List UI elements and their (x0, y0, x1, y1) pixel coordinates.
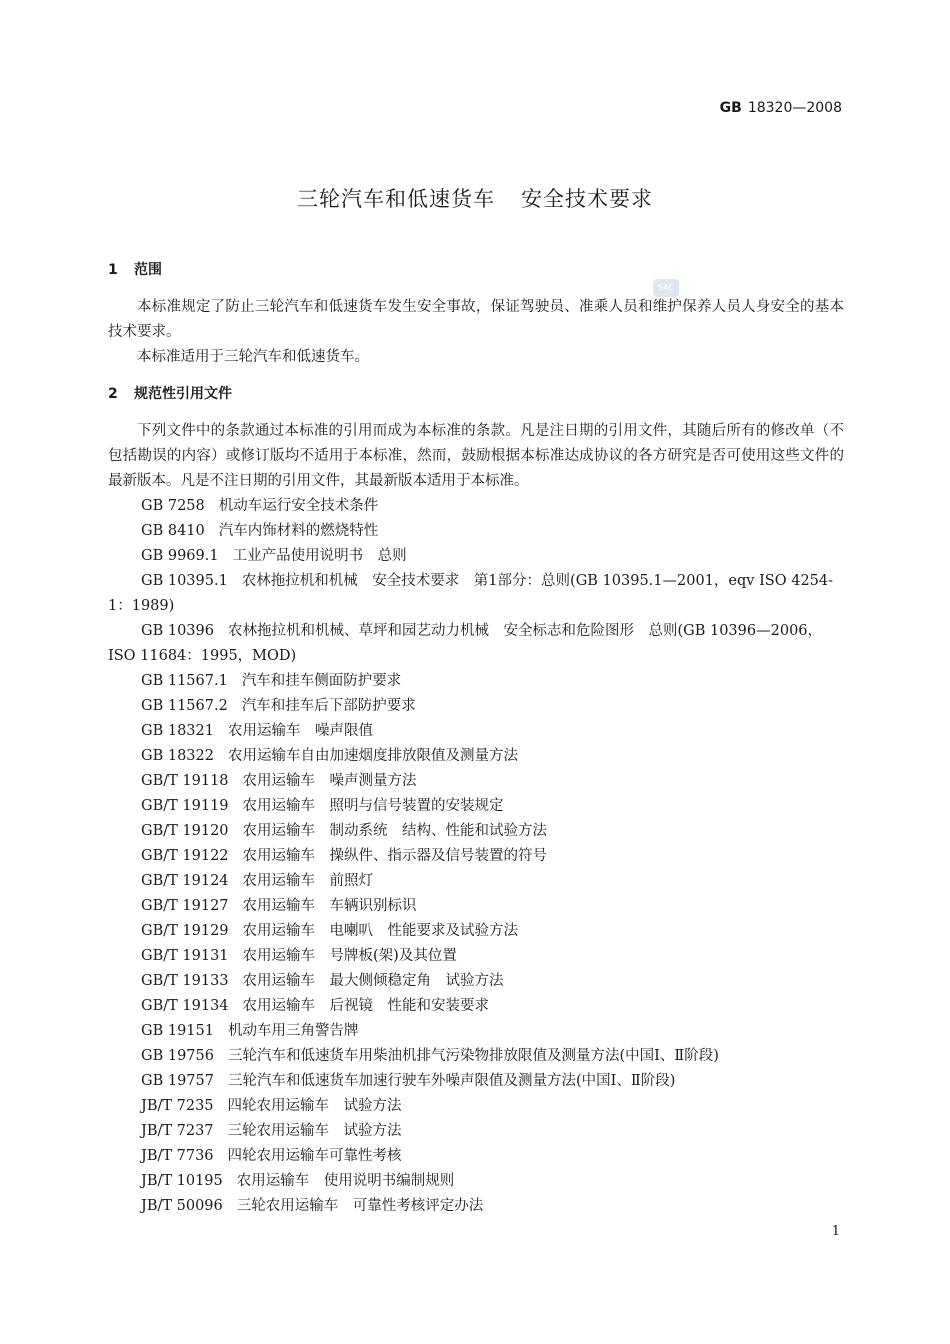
reference-item (108, 794, 844, 819)
reference-title: 汽车和挂车后下部防护要求 (241, 698, 416, 714)
reference-title: 汽车和挂车侧面防护要求 (241, 673, 402, 689)
reference-title: 工业产品使用说明书 总则 (232, 548, 407, 564)
reference-title: 农用运输车 前照灯 (242, 873, 374, 889)
reference-code: GB/T 19133 (141, 973, 229, 989)
reference-item (108, 844, 844, 869)
reference-code: GB 19151 (141, 1023, 214, 1039)
reference-code: GB 18322 (141, 748, 214, 764)
reference-code: GB/T 19127 (141, 898, 229, 914)
reference-code: GB/T 19118 (141, 773, 229, 789)
document-body (108, 258, 844, 1219)
reference-title: 农用运输车 后视镜 性能和安装要求 (242, 998, 490, 1014)
reference-title: 农用运输车 电喇叭 性能要求及试验方法 (242, 923, 519, 939)
reference-title: 农用运输车 噪声限值 (227, 723, 373, 739)
reference-title: 农用运输车 使用说明书编制规则 (236, 1173, 455, 1189)
reference-title: 三轮农用运输车 可靠性考核评定办法 (236, 1198, 484, 1214)
watermark-logo: SAC (653, 279, 679, 297)
paragraph: 本标准规定了防止三轮汽车和低速货车发生安全事故，保证驾驶员、准乘人员和维护保养人员人身安全的基本技术要求。 (108, 299, 844, 340)
reference-item (108, 719, 844, 744)
reference-title: 汽车内饰材料的燃烧特性 (218, 523, 379, 539)
reference-title: 农用运输车 号牌板(架)及其位置 (242, 948, 457, 964)
reference-code: GB 11567.2 (141, 698, 228, 714)
reference-code: GB 9969.1 (141, 548, 219, 564)
reference-item (108, 494, 844, 519)
reference-item (108, 869, 844, 894)
reference-item (108, 1194, 844, 1219)
section-number: 1 (108, 262, 118, 278)
reference-item (108, 1119, 844, 1144)
reference-item (108, 994, 844, 1019)
reference-item (108, 1019, 844, 1044)
title-part-1: 三轮汽车和低速货车 (297, 187, 495, 211)
reference-item (108, 1069, 844, 1094)
reference-item (108, 544, 844, 569)
reference-item (108, 819, 844, 844)
reference-title: 农用运输车自由加速烟度排放限值及测量方法 (227, 748, 518, 764)
reference-code: GB/T 19124 (141, 873, 229, 889)
reference-title: 农用运输车 最大侧倾稳定角 试验方法 (242, 973, 504, 989)
reference-code: GB/T 19134 (141, 998, 229, 1014)
reference-item (108, 944, 844, 969)
reference-code: GB/T 19120 (141, 823, 229, 839)
paragraph: 下列文件中的条款通过本标准的引用而成为本标准的条款。凡是注日期的引用文件，其随后所有的修改单（不包括勘误的内容）或修订版均不适用于本标准，然而，鼓励根据本标准达成协议的各方研究是否可使用这些文件的最新版本。凡是不注日期的引用文件，其最新版本适用于本标准。 (108, 423, 844, 489)
reference-title: 四轮农用运输车可靠性考核 (227, 1148, 402, 1164)
reference-item (108, 694, 844, 719)
reference-code: GB 7258 (141, 498, 205, 514)
reference-code: GB 11567.1 (141, 673, 228, 689)
reference-code: JB/T 10195 (141, 1173, 223, 1189)
reference-item (108, 1044, 844, 1069)
standard-prefix: GB (719, 100, 742, 116)
reference-code: GB 10396 (141, 623, 214, 639)
reference-item (108, 919, 844, 944)
reference-code: JB/T 7736 (141, 1148, 214, 1164)
standard-code-header (720, 100, 842, 116)
reference-code: JB/T 7237 (141, 1123, 214, 1139)
reference-list (108, 494, 844, 1219)
reference-title: 农用运输车 照明与信号装置的安装规定 (242, 798, 504, 814)
reference-item (108, 1094, 844, 1119)
reference-title: 机动车用三角警告牌 (227, 1023, 359, 1039)
reference-code: JB/T 50096 (141, 1198, 223, 1214)
document-title (0, 183, 950, 213)
reference-title: 农林拖拉机和机械 安全技术要求 第1部分：总则(GB 10395.1—2001，eqv ISO 4254-1：1989) (108, 573, 834, 614)
reference-item (108, 1169, 844, 1194)
reference-code: GB/T 19119 (141, 798, 229, 814)
standard-number: 18320—2008 (747, 100, 842, 116)
reference-code: GB 19757 (141, 1073, 214, 1089)
reference-title: 三轮汽车和低速货车加速行驶车外噪声限值及测量方法(中国Ⅰ、Ⅱ阶段) (227, 1073, 676, 1089)
reference-code: GB 19756 (141, 1048, 214, 1064)
reference-title: 机动车运行安全技术条件 (218, 498, 379, 514)
reference-item (108, 619, 844, 669)
section-heading (108, 382, 844, 407)
page-number: 1 (831, 1224, 840, 1239)
paragraph: 本标准适用于三轮汽车和低速货车。 (137, 349, 369, 365)
section-title: 规范性引用文件 (134, 386, 232, 402)
reference-item (108, 569, 844, 619)
reference-item (108, 519, 844, 544)
section-title: 范围 (134, 262, 162, 278)
reference-title: 三轮农用运输车 试验方法 (227, 1123, 402, 1139)
title-part-2: 安全技术要求 (521, 187, 653, 211)
reference-code: GB/T 19122 (141, 848, 229, 864)
reference-title: 三轮汽车和低速货车用柴油机排气污染物排放限值及测量方法(中国Ⅰ、Ⅱ阶段) (227, 1048, 719, 1064)
reference-title: 农用运输车 制动系统 结构、性能和试验方法 (242, 823, 548, 839)
reference-item (108, 669, 844, 694)
reference-title: 农林拖拉机和机械、草坪和园艺动力机械 安全标志和危险图形 总则(GB 10396—2006，ISO 11684：1995，MOD) (108, 623, 823, 664)
reference-item (108, 969, 844, 994)
reference-item (108, 744, 844, 769)
section-number: 2 (108, 386, 118, 402)
reference-item (108, 769, 844, 794)
reference-item (108, 1144, 844, 1169)
reference-code: GB 18321 (141, 723, 214, 739)
reference-title: 四轮农用运输车 试验方法 (227, 1098, 402, 1114)
section-heading (108, 258, 844, 283)
reference-code: GB/T 19131 (141, 948, 229, 964)
reference-item (108, 894, 844, 919)
reference-title: 农用运输车 车辆识别标识 (242, 898, 417, 914)
reference-code: GB/T 19129 (141, 923, 229, 939)
reference-code: GB 10395.1 (141, 573, 228, 589)
reference-title: 农用运输车 操纵件、指示器及信号装置的符号 (242, 848, 548, 864)
reference-code: JB/T 7235 (141, 1098, 214, 1114)
reference-title: 农用运输车 噪声测量方法 (242, 773, 417, 789)
reference-code: GB 8410 (141, 523, 205, 539)
